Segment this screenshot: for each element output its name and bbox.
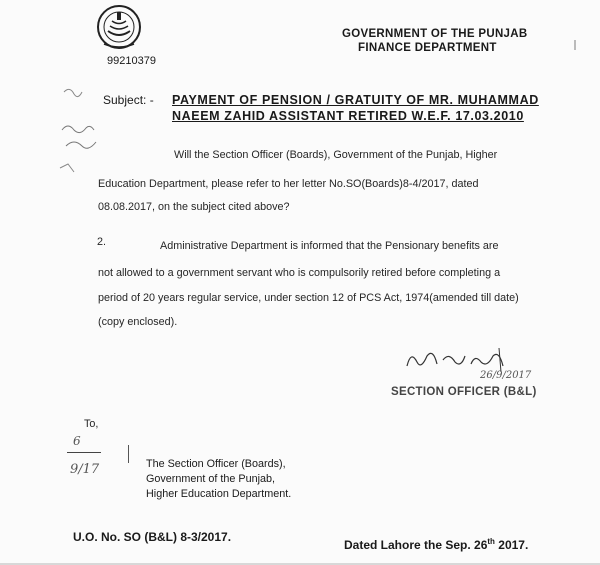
to-label: To,	[84, 418, 99, 430]
punjab-emblem-icon	[96, 4, 142, 50]
para2-line2: not allowed to a government servant who is compulsorily retired before completing a	[98, 267, 501, 279]
signature-date: 26/9/2017	[480, 370, 532, 381]
margin-note-divider	[67, 452, 101, 453]
addressee-line1: The Section Officer (Boards),	[146, 458, 286, 470]
org-name-line2: FINANCE DEPARTMENT	[358, 42, 497, 54]
signatory-title: SECTION OFFICER (B&L)	[391, 386, 537, 398]
para1-line3: 08.08.2017, on the subject cited above?	[98, 201, 290, 213]
para2-number: 2.	[97, 236, 107, 248]
scan-mark	[574, 40, 576, 50]
uo-number: U.O. No. SO (B&L) 8-3/2017.	[73, 530, 232, 544]
bracket-mark	[128, 445, 129, 463]
subject-line1: PAYMENT OF PENSION / GRATUITY OF MR. MUHAMMAD	[172, 93, 539, 107]
addressee-line2: Government of the Punjab,	[146, 473, 276, 485]
dated-sup: th	[487, 537, 495, 546]
dated-prefix: Dated Lahore the Sep. 26	[344, 538, 488, 552]
dated-suffix: 2017.	[494, 538, 529, 552]
reference-number: 99210379	[107, 55, 156, 67]
para1-line2: Education Department, please refer to her letter No.SO(Boards)8-4/2017, dated	[98, 178, 479, 190]
para2-line4: (copy enclosed).	[98, 316, 178, 328]
subject-line2: NAEEM ZAHID ASSISTANT RETIRED W.E.F. 17.03.2010	[172, 109, 524, 123]
para2-line1: Administrative Department is informed that the Pensionary benefits are	[160, 240, 499, 252]
margin-note-2: 9/17	[70, 462, 100, 477]
org-name-line1: GOVERNMENT OF THE PUNJAB	[342, 28, 528, 40]
dated-line	[344, 537, 528, 552]
margin-scribble	[56, 80, 116, 180]
addressee-line3: Higher Education Department.	[146, 488, 292, 500]
para2-line3: period of 20 years regular service, under section 12 of PCS Act, 1974(amended till date)	[98, 292, 519, 304]
para1-line1: Will the Section Officer (Boards), Government of the Punjab, Higher	[174, 149, 498, 161]
subject-label: Subject: -	[103, 93, 154, 107]
margin-note-1: 6	[73, 434, 81, 448]
